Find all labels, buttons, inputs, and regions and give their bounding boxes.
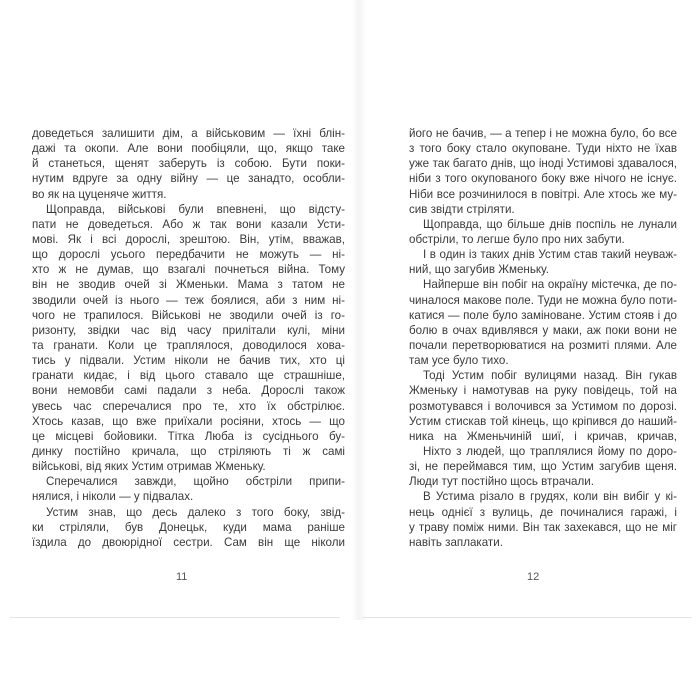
paragraph — [409, 247, 677, 277]
text-line: нялися, і ніколи — у підвалах. — [32, 490, 194, 504]
text-line: їздила до двоюрідної сестри. Сам він ще ніколи — [32, 535, 345, 549]
right-page-text — [409, 126, 677, 550]
page-edge-right — [362, 617, 692, 618]
text-line: чого не трапилося. Військові не зводили очей із го- — [32, 308, 345, 322]
text-line: динку постійно кричала, що стріляють ті ж самі — [32, 444, 345, 458]
text-line: нець однієї з вулиць, де починалися гаражі, і — [409, 505, 677, 519]
text-line: Хтось казав, що вже приїхали росіяни, хтось — що — [32, 414, 345, 428]
text-line: катися — поле було заміноване. Устим стояв і до — [409, 308, 677, 322]
paragraph — [409, 277, 677, 368]
text-line: почали перетворюватися на розмиті плями. Але — [409, 338, 677, 352]
left-page-text — [32, 126, 345, 550]
page-number-right: 12 — [527, 571, 540, 583]
text-line: мові. Як і всі дорослі, зрештою. Він, утім, вважав, — [32, 232, 345, 246]
text-line: та гранати. Коли це траплялося, доводилося хова- — [32, 338, 345, 352]
text-line: Щоправда, що більше днів поспіль не лунали — [423, 217, 677, 231]
text-line: Найперше він побіг на окраїну містечка, де по- — [423, 278, 677, 292]
text-line: тись у підвали. Устим ніколи не бачив тих, хто ці — [32, 354, 345, 368]
text-line: вони немовби самі падали з неба. Дорослі також — [32, 384, 345, 398]
text-line: його не бачив, — а тепер і не можна було, бо все — [409, 127, 677, 140]
text-line: розмотувався і волочився за Устимом по дорозі. — [409, 399, 677, 413]
text-line: зводили очей із нього — теж боялися, аби з ним ні- — [32, 293, 345, 307]
text-line: зі, не переймався тим, що Устим загубив щеня. — [409, 460, 677, 474]
paragraph — [32, 126, 345, 202]
text-line: В Устима різало в грудях, коли він вибіг у кі- — [423, 490, 677, 504]
text-line: це місцеві бойовики. Тітка Люба із сусіднього бу- — [32, 429, 345, 443]
paragraph — [409, 489, 677, 550]
text-line: там усе було тихо. — [409, 354, 509, 368]
paragraph — [409, 126, 677, 217]
text-line: з того боку стало окуповане. Туди ніхто не їхав — [409, 142, 677, 156]
text-line: болю в очах вдивлявся у маки, аж поки вони не — [409, 323, 677, 337]
text-line: хто ж не думав, що взагалі почнеться війна. Тому — [32, 263, 345, 277]
text-line: доведеться залишити дім, а військовим — їхні блін- — [32, 127, 345, 140]
paragraph — [409, 217, 677, 247]
text-line: що дорослі усього передбачити не можуть — ні- — [32, 248, 345, 262]
text-line: Устим стискав той кінець, що кріпився до наший- — [409, 414, 677, 428]
page-number-left: 11 — [176, 571, 188, 583]
text-line: Устим знав, що десь далеко з того боку, звід- — [46, 505, 345, 519]
text-line: пати не доведеться. Або ж так вони казали Усти- — [32, 217, 345, 231]
book-gutter — [352, 0, 366, 620]
paragraph — [32, 474, 345, 504]
text-line: обстріли, то легше було про них забути. — [409, 232, 625, 246]
text-line: він не зводив очей зі Жменьки. Мама з татом не — [32, 278, 345, 292]
text-line: й станеться, щенят заберуть із собою. Бути поки- — [32, 157, 345, 171]
paragraph — [32, 505, 345, 550]
text-line: Щоправда, військові були впевнені, що відсту- — [46, 202, 345, 216]
text-line: чиналося макове поле. Туди не можна було поти- — [409, 293, 677, 307]
text-line: ний, що загубив Жменьку. — [409, 263, 549, 277]
text-line: ки стріляли, був Донецьк, куди мама раніше — [32, 520, 345, 534]
paragraph — [32, 202, 345, 475]
paragraph — [409, 368, 677, 444]
text-line: у траву поміж ними. Він так захекався, що не міг — [409, 520, 677, 534]
text-line: во як на цуценяче життя. — [32, 187, 167, 201]
page-edge-left — [10, 617, 340, 618]
text-line: дажі та окопи. Але вони пообіцяли, що, якщо таке — [32, 142, 345, 156]
text-line: Ніби все розчинилося в повітрі. Але хтось же му- — [409, 187, 677, 201]
text-line: нутим вдруге за одну війну — це занадто, особли- — [32, 172, 345, 186]
text-line: уже так багато днів, що іноді Устимові здавалося, — [409, 157, 677, 171]
text-line: увесь час сперечалися про те, хто їх обстрілює. — [32, 399, 345, 413]
text-line: ризонту, звідки час від часу прилітали кулі, міни — [32, 323, 345, 337]
paragraph — [409, 444, 677, 489]
text-line: навіть заплакати. — [409, 535, 503, 549]
text-line: Жменьку і намотував на руку повідець, той на — [409, 384, 677, 398]
text-line: сив звідти стріляти. — [409, 202, 515, 216]
text-line: Люди тут постійно щось втрачали. — [409, 475, 594, 489]
text-line: гранати кидає, і від цього ставало ще страшніше, — [32, 369, 345, 383]
text-line: Сперечалися завжди, щойно обстріли припи- — [46, 475, 345, 489]
text-line: ника на Жменьчиній шиї, і кричав, кричав, — [409, 429, 677, 443]
text-line: ніби з того окупованого боку вже нічого не існує. — [409, 172, 677, 186]
text-line: військові, від яких Устим отримав Жменьку. — [32, 460, 266, 474]
text-line: Ніхто з людей, що траплялися йому по доро- — [423, 444, 677, 458]
text-line: І в один із таких днів Устим став такий неуваж- — [423, 248, 677, 262]
text-line: Тоді Устим побіг вулицями назад. Він гукав — [423, 369, 677, 383]
